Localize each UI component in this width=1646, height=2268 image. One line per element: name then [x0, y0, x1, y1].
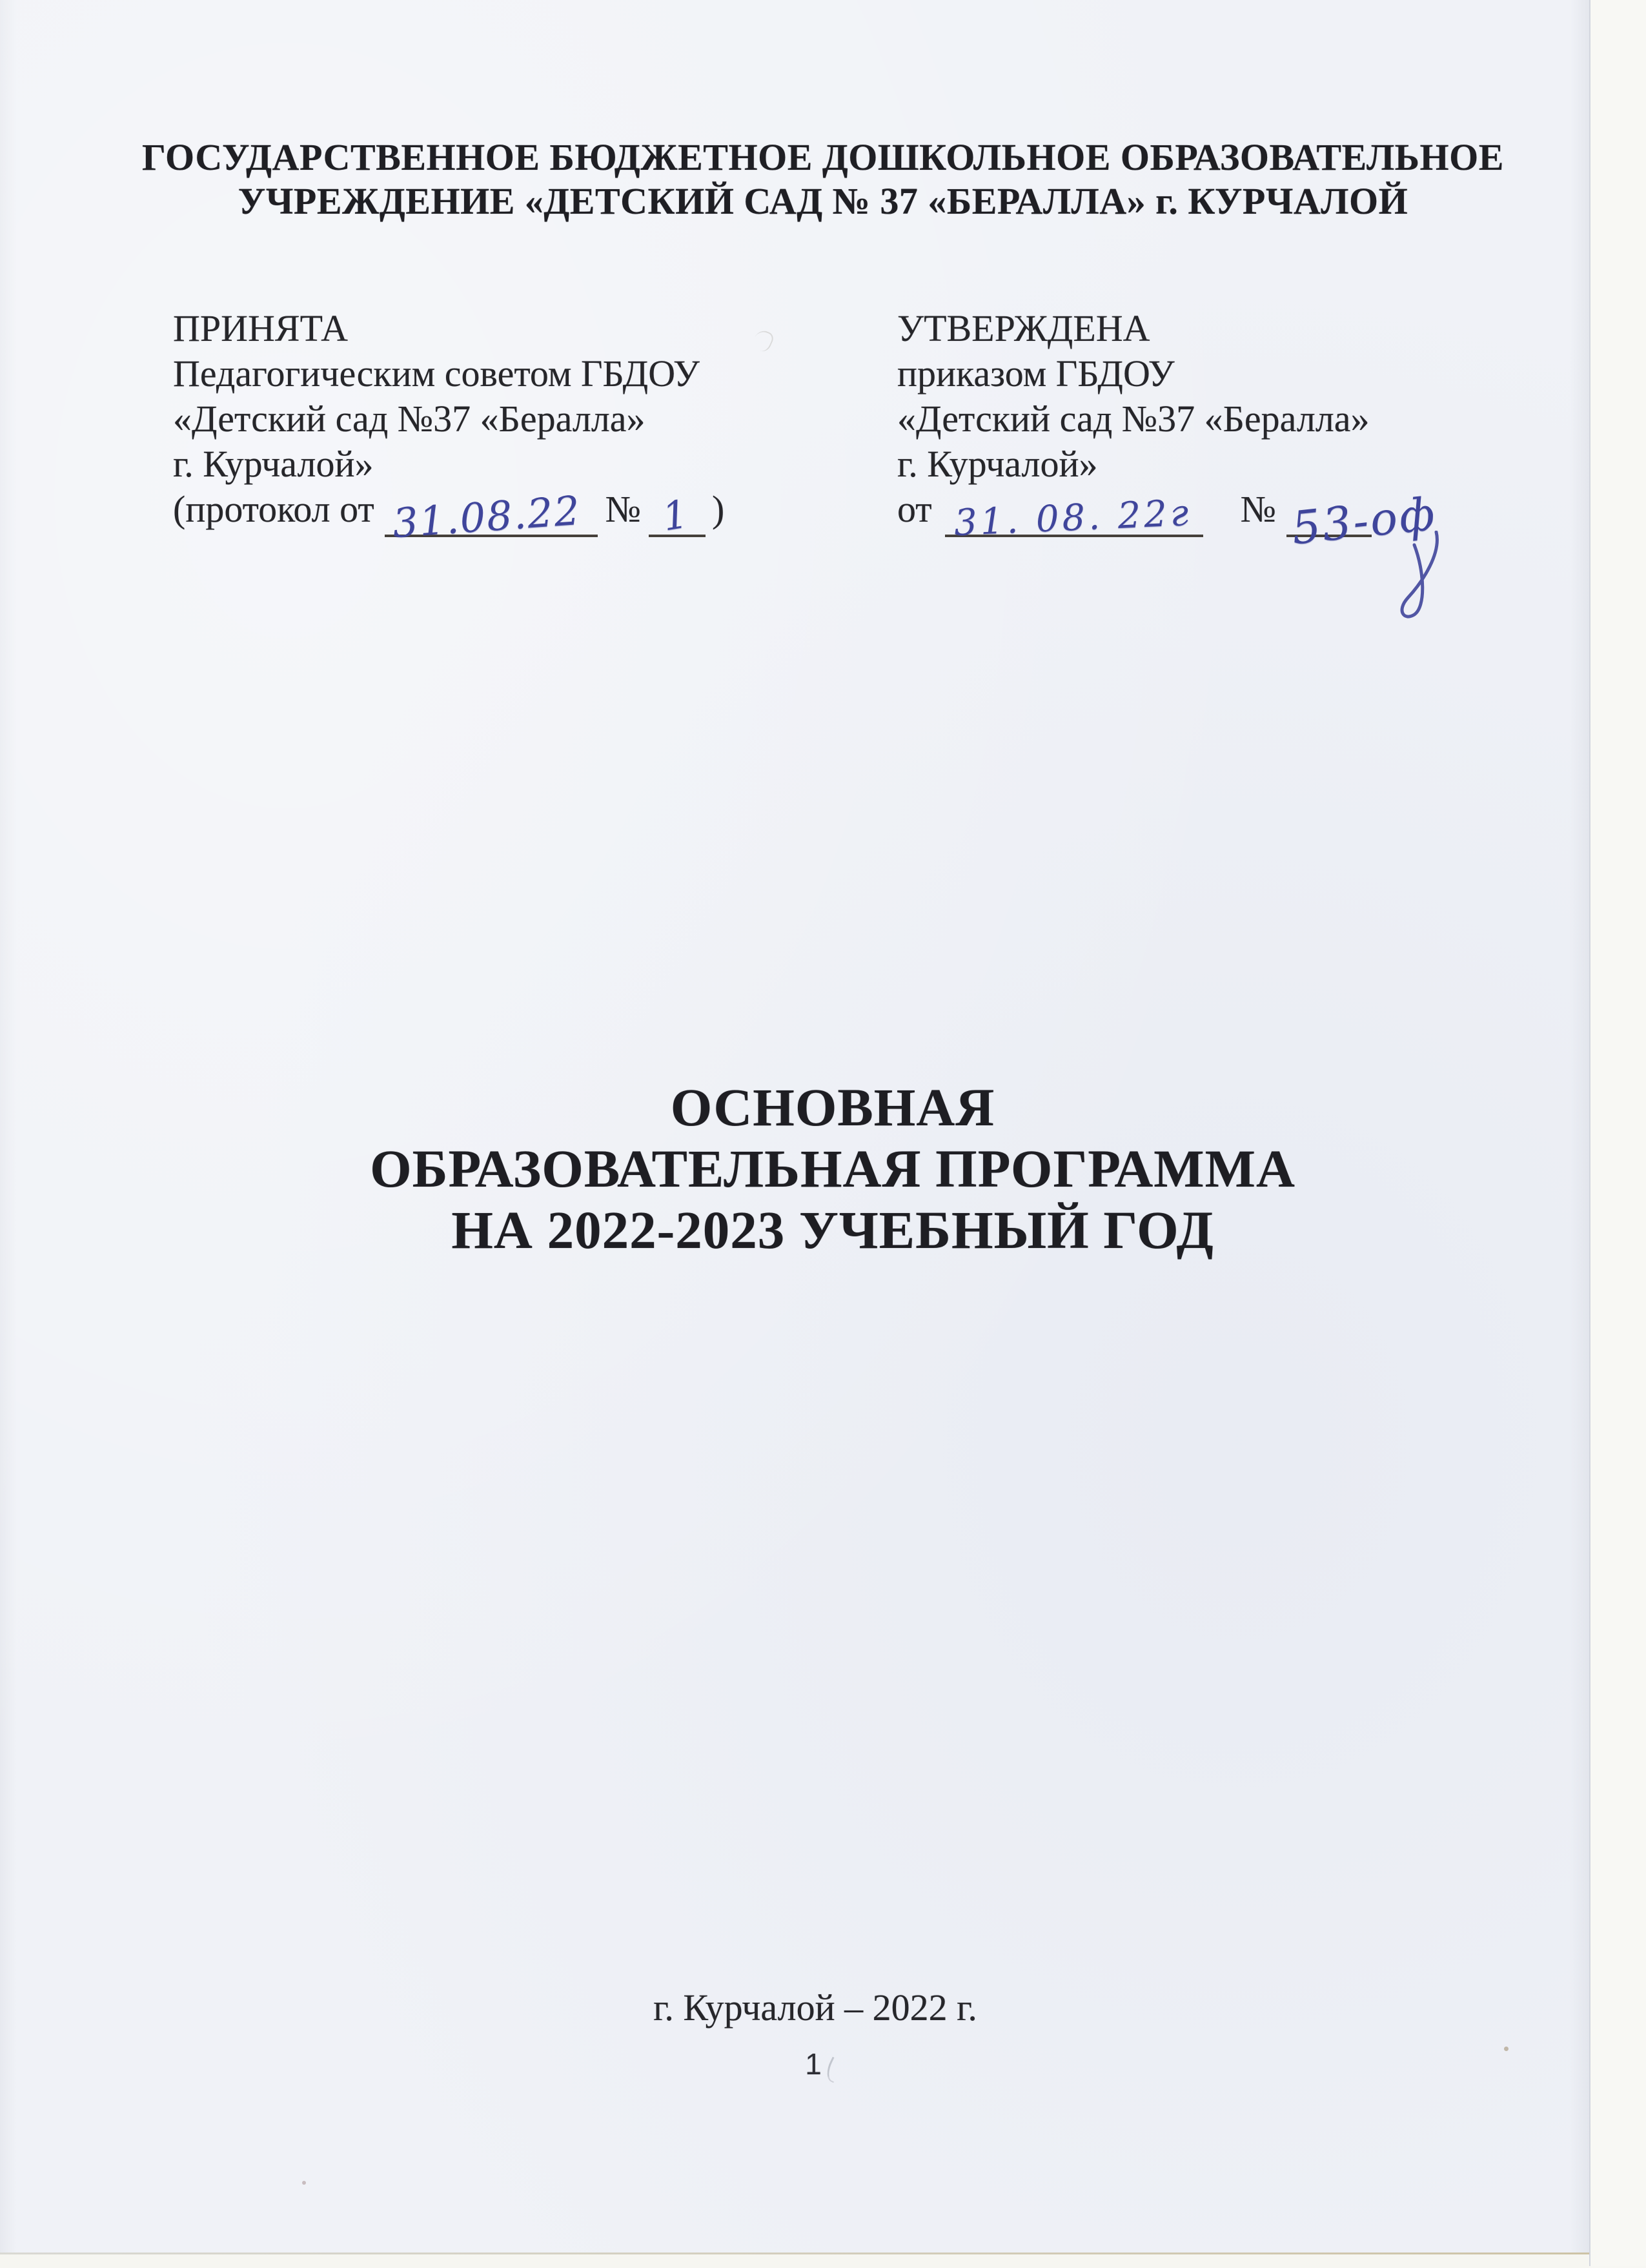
approved-order-org-line: приказом ГБДОУ: [897, 352, 1175, 394]
order-number-blank: [1286, 487, 1439, 555]
protocol-date-handwriting: 31.08.22: [391, 486, 582, 547]
accepted-city-line: г. Курчалой»: [173, 443, 374, 485]
institution-header: [103, 136, 1543, 223]
order-number-sign: №: [1240, 488, 1276, 530]
protocol-number-blank: [649, 491, 706, 540]
program-title-line2: ОБРАЗОВАТЕЛЬНАЯ ПРОГРАММА: [370, 1139, 1295, 1198]
protocol-number-sign: №: [605, 488, 642, 530]
order-date-blank: [945, 491, 1203, 545]
institution-header-line2: УЧРЕЖДЕНИЕ «ДЕТСКИЙ САД № 37 «БЕРАЛЛА» г. КУРЧАЛОЙ: [238, 180, 1408, 222]
program-title-line1: ОСНОВНАЯ: [670, 1078, 995, 1137]
order-date-handwriting: 31. 08. 22г: [953, 491, 1193, 545]
footer-place-year: г. Курчалой – 2022 г.: [653, 1987, 977, 2028]
scan-dot: [1504, 2047, 1509, 2051]
protocol-number-handwriting: 1: [659, 491, 691, 540]
protocol-prefix: (протокол от: [173, 488, 374, 530]
order-number-handwriting: 53-оф: [1289, 487, 1439, 555]
approved-title: УТВЕРЖДЕНА: [897, 307, 1150, 349]
scanner-edge-right: [1589, 0, 1646, 2266]
approved-block: [897, 306, 1581, 555]
accepted-org-line: «Детский сад №37 «Бералла»: [173, 398, 645, 440]
order-line: [897, 487, 1581, 555]
protocol-line: [173, 486, 870, 547]
order-prefix: от: [897, 488, 932, 530]
page-number: 1: [805, 2047, 822, 2081]
protocol-date-blank: [385, 486, 598, 547]
page-edge-bottom: [0, 2253, 1589, 2268]
approved-city-line: г. Курчалой»: [897, 443, 1098, 485]
approved-org-line: «Детский сад №37 «Бералла»: [897, 398, 1370, 440]
scan-dot: [302, 2181, 306, 2185]
program-title-line3: НА 2022-2023 УЧЕБНЫЙ ГОД: [451, 1200, 1214, 1260]
accepted-council-line: Педагогическим советом ГБДОУ: [173, 352, 700, 394]
ink-flourish: [1382, 531, 1453, 628]
institution-header-line1: ГОСУДАРСТВЕННОЕ БЮДЖЕТНОЕ ДОШКОЛЬНОЕ ОБРАЗОВАТЕЛЬНОЕ: [142, 136, 1504, 178]
protocol-closing-paren: ): [712, 488, 725, 530]
accepted-title: ПРИНЯТА: [173, 307, 349, 349]
program-title: [107, 1077, 1559, 1261]
